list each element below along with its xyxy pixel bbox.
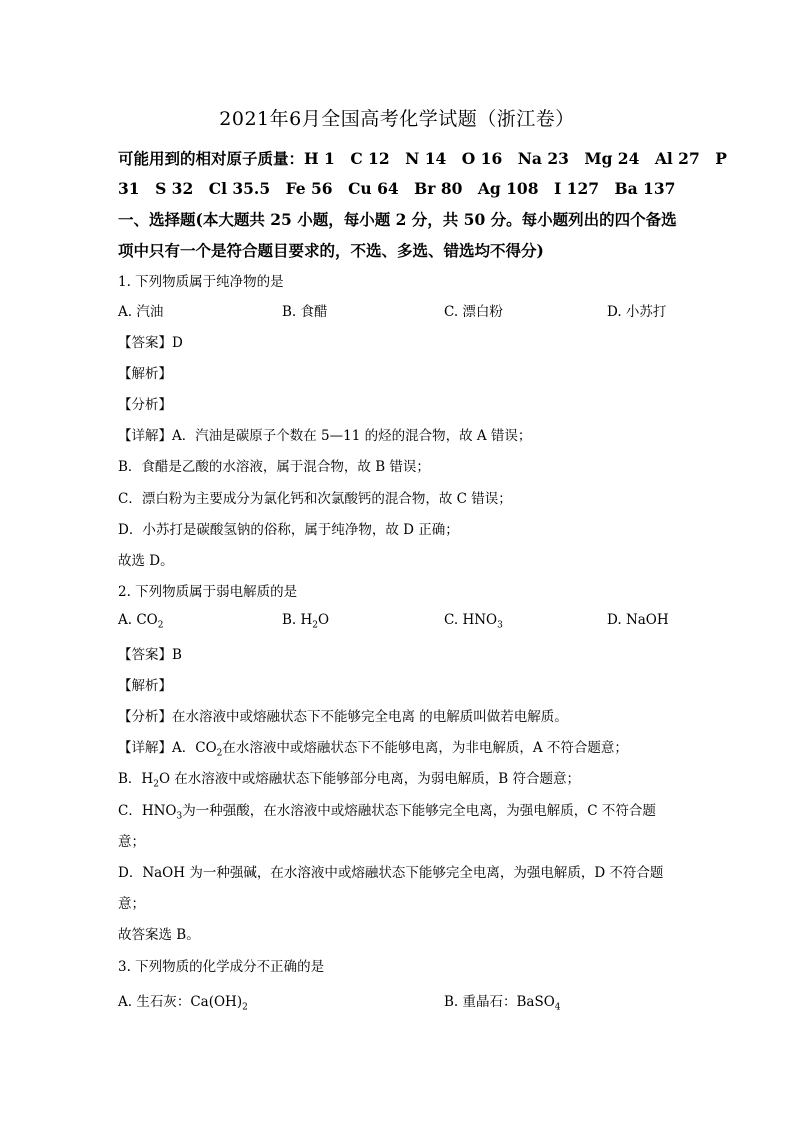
q2-detail-a-post: 在水溶液中或熔融状态下不能够电离，为非电解质，A 不符合题意； bbox=[222, 740, 628, 756]
q2-fenxi: 【分析】在水溶液中或熔融状态下不能够完全电离 的电解质叫做若电解质。 bbox=[118, 709, 568, 725]
q1-detail-line: B．食醋是乙酸的水溶液，属于混合物，故 B 错误； bbox=[118, 459, 430, 475]
q1-detail-line: D．小苏打是碳酸氢钠的俗称，属于纯净物，故 D 正确； bbox=[118, 522, 459, 538]
q2-option-b-formula-rest: O bbox=[318, 612, 330, 628]
q2-option-c-label: C. bbox=[444, 612, 459, 628]
q2-option-b-label: B. bbox=[282, 612, 297, 628]
section-heading-line-1: 一、选择题(本大题共 25 小题，每小题 2 分，共 50 分。每小题列出的四个备选 bbox=[118, 210, 677, 229]
subscript: 4 bbox=[554, 1002, 561, 1013]
q2-detail-a-pre: 【详解】A．CO bbox=[118, 740, 217, 756]
atomic-masses-line-1: 可能用到的相对原子质量：H 1 C 12 N 14 O 16 Na 23 Mg 24 Al 27 P bbox=[118, 149, 727, 168]
subscript: 3 bbox=[176, 811, 183, 822]
q1-option-b: B. 食醋 bbox=[282, 304, 328, 320]
q2-detail-b-pre: B．H bbox=[118, 771, 154, 787]
q1-option-a: A. 汽油 bbox=[118, 304, 164, 320]
q2-option-b bbox=[282, 612, 329, 631]
q3-option-a-text: A. 生石灰：Ca(OH) bbox=[118, 994, 243, 1010]
q2-detail-d-continued: 意； bbox=[118, 896, 145, 912]
subscript: 2 bbox=[242, 1002, 248, 1013]
subscript: 2 bbox=[312, 620, 319, 631]
q2-answer: 【答案】B bbox=[118, 647, 182, 663]
section-heading-line-2: 项中只有一个是符合题目要求的，不选、多选、错选均不得分) bbox=[118, 241, 544, 260]
q1-jiexi-label: 【解析】 bbox=[118, 366, 172, 382]
atomic-masses-line-2: 31 S 32 Cl 35.5 Fe 56 Cu 64 Br 80 Ag 108 I 127 Ba 137 bbox=[118, 179, 676, 198]
question-3-stem: 3. 下列物质的化学成分不正确的是 bbox=[118, 959, 325, 975]
q2-detail-b bbox=[118, 767, 580, 790]
subscript: 2 bbox=[216, 748, 223, 759]
q1-detail-line: 【详解】A．汽油是碳原子个数在 5—11 的烃的混合物，故 A 错误； bbox=[118, 428, 532, 444]
q2-detail-c bbox=[118, 799, 656, 822]
page-title: 2021年6月全国高考化学试题（浙江卷） bbox=[219, 108, 575, 130]
q2-option-b-formula: H bbox=[300, 612, 313, 628]
q2-option-d-formula: NaOH bbox=[625, 612, 669, 628]
q2-option-a-label: A. bbox=[118, 612, 133, 628]
question-2-stem: 2. 下列物质属于弱电解质的是 bbox=[118, 584, 298, 600]
q2-detail-c-pre: C．HNO bbox=[118, 803, 177, 819]
q1-conclusion: 故选 D。 bbox=[118, 553, 174, 569]
q1-option-d: D. 小苏打 bbox=[607, 304, 667, 320]
q2-option-a-formula: CO bbox=[136, 612, 158, 628]
q2-conclusion: 故答案选 B。 bbox=[118, 927, 200, 943]
q2-option-d-label: D. bbox=[607, 612, 622, 628]
q3-option-b bbox=[444, 990, 561, 1013]
q2-detail-b-post: O 在水溶液中或熔融状态下能够部分电离，为弱电解质，B 符合题意； bbox=[158, 771, 581, 787]
q2-detail-c-post: 为一种强酸，在水溶液中或熔融状态下能够完全电离，为强电解质，C 不符合题 bbox=[182, 803, 656, 819]
q2-option-c bbox=[444, 612, 503, 631]
q2-detail-a bbox=[118, 736, 628, 759]
subscript: 2 bbox=[153, 779, 159, 790]
q1-answer: 【答案】D bbox=[118, 335, 183, 351]
q2-option-c-formula: HNO bbox=[462, 612, 498, 628]
q1-detail-line: C．漂白粉为主要成分为氯化钙和次氯酸钙的混合物，故 C 错误； bbox=[118, 491, 512, 507]
q1-option-c: C. 漂白粉 bbox=[444, 304, 503, 320]
subscript: 3 bbox=[497, 620, 503, 631]
q2-detail-d: D．NaOH 为一种强碱，在水溶液中或熔融状态下能够完全电离，为强电解质，D 不符合题 bbox=[118, 865, 664, 881]
q1-fenxi-label: 【分析】 bbox=[118, 397, 172, 413]
question-1-stem: 1. 下列物质属于纯净物的是 bbox=[118, 274, 284, 290]
q3-option-a bbox=[118, 990, 248, 1013]
subscript: 2 bbox=[157, 620, 164, 631]
q2-jiexi-label: 【解析】 bbox=[118, 678, 172, 694]
q2-detail-c-continued: 意； bbox=[118, 834, 145, 850]
q2-option-a bbox=[118, 612, 163, 631]
q2-option-d bbox=[607, 612, 669, 628]
q3-option-b-text: B. 重晶石：BaSO bbox=[444, 994, 555, 1010]
